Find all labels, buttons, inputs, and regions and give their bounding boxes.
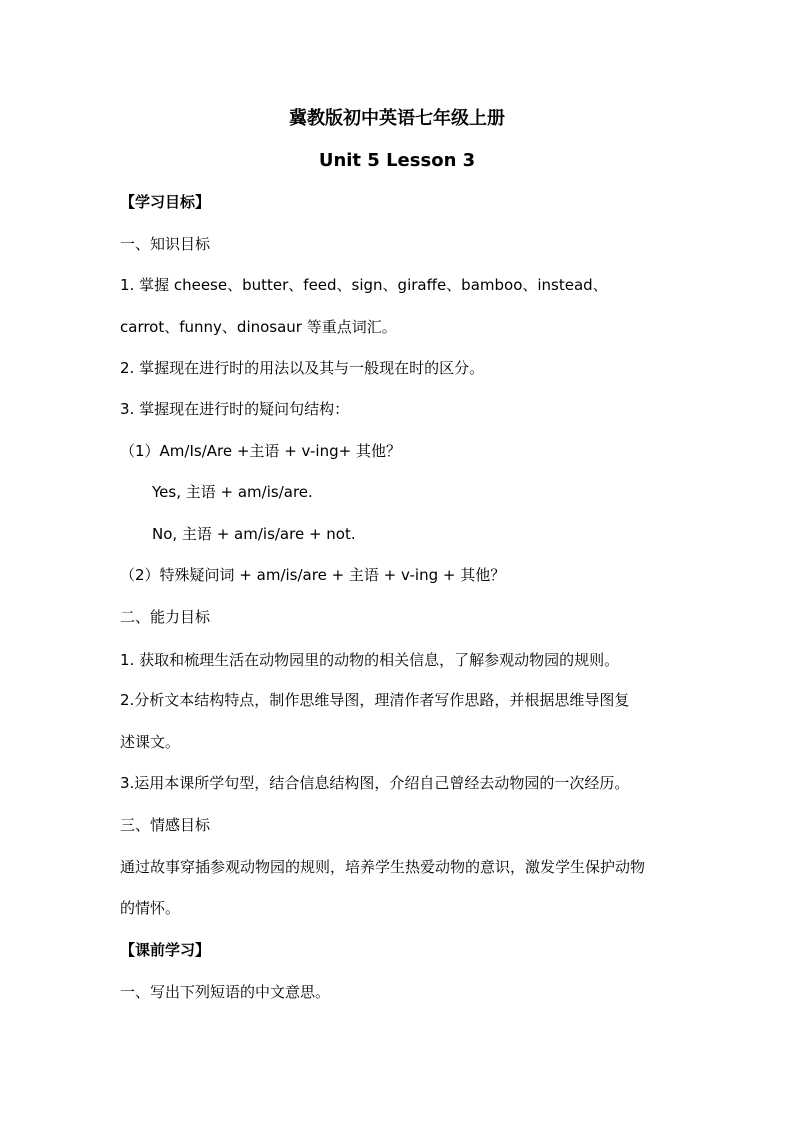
document-subtitle: Unit 5 Lesson 3 [318, 150, 476, 171]
subheading-emotion: 三、情感目标 [120, 816, 211, 834]
knowledge-item-1: 1. 掌握 cheese、butter、feed、sign、giraffe、bamboo、instead、 [120, 276, 608, 294]
structure-1-yes: Yes, 主语 + am/is/are. [152, 483, 313, 501]
subheading-ability: 二、能力目标 [120, 608, 211, 626]
section-heading-prestudy: 【课前学习】 [120, 941, 211, 959]
section-heading-objectives: 【学习目标】 [120, 193, 211, 211]
ability-item-2-cont: 述课文。 [120, 733, 181, 751]
knowledge-item-3: 3. 掌握现在进行时的疑问句结构： [120, 400, 350, 418]
emotion-text-cont: 的情怀。 [120, 899, 181, 917]
document-title: 冀教版初中英语七年级上册 [289, 108, 505, 129]
ability-item-2: 2.分析文本结构特点，制作思维导图，理清作者写作思路，并根据思维导图复 [120, 691, 630, 709]
structure-1-no: No, 主语 + am/is/are + not. [152, 525, 356, 543]
emotion-text: 通过故事穿插参观动物园的规则，培养学生热爱动物的意识，激发学生保护动物 [120, 858, 646, 876]
ability-item-1: 1. 获取和梳理生活在动物园里的动物的相关信息，了解参观动物园的规则。 [120, 651, 620, 669]
knowledge-item-2: 2. 掌握现在进行时的用法以及其与一般现在时的区分。 [120, 359, 485, 377]
knowledge-item-1-cont: carrot、funny、dinosaur 等重点词汇。 [120, 318, 397, 336]
subheading-knowledge: 一、知识目标 [120, 235, 211, 253]
structure-2: （2）特殊疑问词 + am/is/are + 主语 + v-ing + 其他？ [120, 566, 506, 584]
ability-item-3: 3.运用本课所学句型，结合信息结构图，介绍自己曾经去动物园的一次经历。 [120, 774, 630, 792]
prestudy-item-1: 一、写出下列短语的中文意思。 [120, 983, 331, 1001]
structure-1: （1）Am/Is/Are +主语 + v-ing+ 其他？ [120, 442, 401, 460]
